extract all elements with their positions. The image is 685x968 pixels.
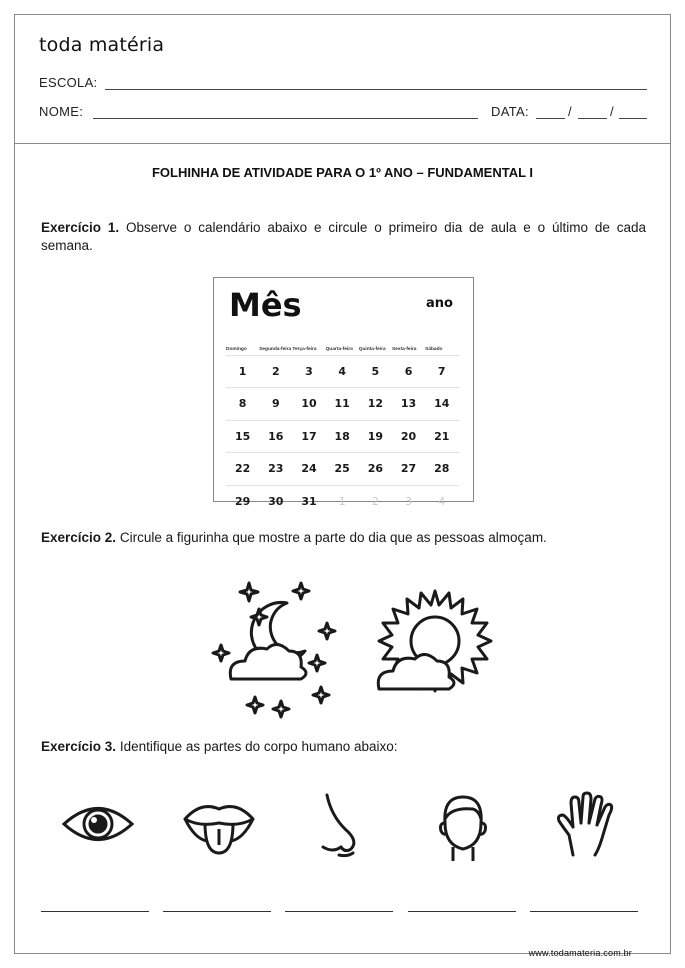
name-field[interactable] [93,118,478,119]
school-field[interactable] [105,89,647,90]
calendar-day[interactable]: 4 [338,365,346,378]
name-label: NOME: [39,104,84,119]
calendar-day[interactable]: 16 [268,429,284,443]
weekday-label: Quarta-feira [325,347,353,352]
weekday-label: Sexta-feira [391,347,417,352]
worksheet-title: FOLHINHA DE ATIVIDADE PARA O 1º ANO – FUNDAMENTAL I [151,165,534,180]
calendar-day[interactable]: 30 [268,494,284,508]
calendar-day[interactable]: 8 [238,397,247,411]
date-label: DATA: [491,104,529,119]
weekday-label: Sábado [425,347,443,352]
worksheet [14,14,671,958]
exercise-2-prompt [41,529,646,547]
weekday-label: Quinta-feira [358,347,386,352]
calendar-day[interactable]: 12 [367,397,383,411]
calendar-day[interactable]: 18 [334,429,350,443]
date-month-field[interactable] [578,118,607,119]
answer-line-nose[interactable] [285,911,393,912]
exercise-1-label: Exercício 1. [41,220,120,235]
calendar-weekdays [226,347,459,352]
date-separator: / [610,104,614,119]
calendar [213,277,474,508]
exercise-2-label: Exercício 2. [41,530,117,545]
answer-line-eye[interactable] [41,911,149,912]
exercise-3-text: Identifique as partes do corpo humano abaixo: [119,739,398,754]
answer-line-hand[interactable] [530,911,638,912]
calendar-day[interactable]: 27 [400,462,417,476]
school-label: ESCOLA: [39,75,98,90]
calendar-day[interactable]: 23 [268,462,284,476]
calendar-week [226,420,459,452]
exercise-2-text: Circule a figurinha que mostre a parte do dia que as pessoas almoçam. [119,530,547,545]
footer-url: www.todamateria.com.br [528,948,632,958]
calendar-month: Mês [229,286,302,324]
calendar-day-next-month: 2 [371,494,379,508]
answer-line-mouth[interactable] [163,911,271,912]
eye-icon[interactable] [61,799,135,849]
calendar-week [226,387,459,419]
calendar-day[interactable]: 5 [371,365,380,378]
answer-line-head[interactable] [408,911,516,912]
calendar-day[interactable]: 10 [301,397,317,411]
calendar-day[interactable]: 7 [437,365,446,378]
calendar-grid [226,355,459,517]
sun-cloud-icon[interactable] [371,585,497,697]
calendar-week [226,485,459,517]
calendar-day[interactable]: 21 [434,429,450,443]
brand-logo: toda matéria [39,34,165,56]
calendar-day[interactable]: 31 [301,494,317,508]
calendar-day[interactable]: 3 [305,365,313,378]
header-divider [15,143,670,144]
calendar-day[interactable]: 22 [234,462,251,476]
calendar-day[interactable]: 9 [271,397,280,411]
date-year-field[interactable] [619,118,647,119]
weekday-label: Segunda-feira [259,347,292,352]
calendar-year: ano [426,296,453,311]
calendar-day[interactable]: 25 [334,462,350,476]
calendar-day[interactable]: 6 [404,365,413,378]
calendar-day[interactable]: 24 [301,462,317,476]
calendar-day[interactable]: 15 [234,429,251,443]
exercise-1-prompt [41,219,646,255]
mouth-icon[interactable] [181,797,257,857]
calendar-day-next-month: 4 [438,494,446,508]
exercise-3-label: Exercício 3. [41,739,117,754]
date-separator: / [568,104,572,119]
calendar-day[interactable]: 2 [271,365,280,378]
exercise-1-text: Observe o calendário abaixo e circule o primeiro dia de aula e o último de cada semana. [41,220,646,253]
calendar-week [226,355,459,387]
calendar-day[interactable]: 13 [400,397,417,411]
calendar-day[interactable]: 17 [301,429,317,443]
calendar-day-next-month: 1 [338,494,346,508]
date-day-field[interactable] [536,118,565,119]
calendar-day[interactable]: 11 [334,397,350,411]
calendar-day[interactable]: 26 [367,462,383,476]
calendar-day-next-month: 3 [405,494,413,508]
nose-icon[interactable] [313,791,367,859]
night-moon-cloud-icon[interactable] [191,571,341,719]
weekday-label: Domingo [226,347,247,352]
hand-icon[interactable] [555,791,617,861]
calendar-day[interactable]: 1 [238,365,247,378]
calendar-day[interactable]: 14 [434,397,450,411]
calendar-day[interactable]: 29 [234,494,251,508]
weekday-label: Terça-feira [292,347,317,352]
calendar-day[interactable]: 20 [400,429,417,443]
head-icon[interactable] [433,793,493,863]
calendar-day[interactable]: 19 [367,429,383,443]
calendar-week [226,452,459,484]
exercise-3-prompt [41,738,646,756]
calendar-day[interactable]: 28 [434,462,450,476]
